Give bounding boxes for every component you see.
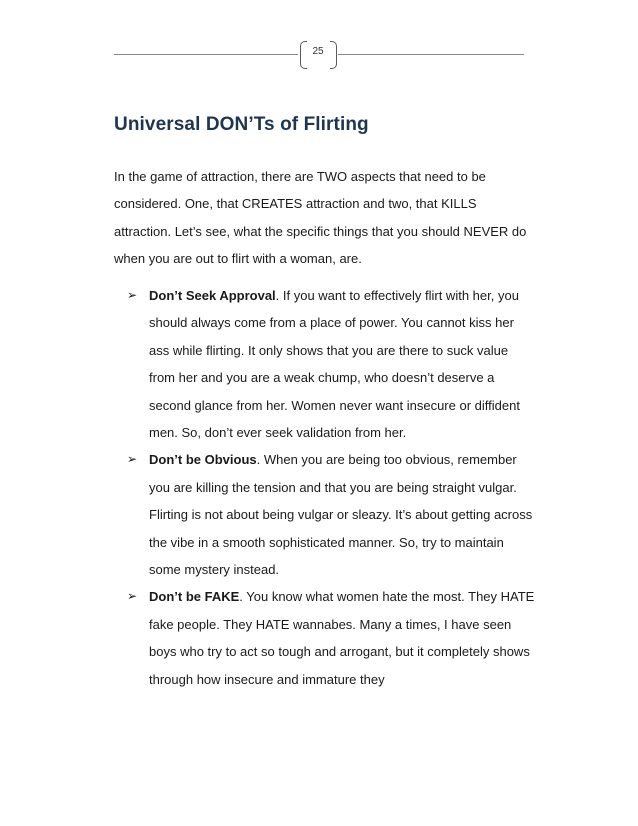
page-number: 25	[312, 46, 324, 57]
arrow-bullet-icon: ➢	[127, 452, 138, 467]
bullet-text: . If you want to effectively flirt with her, you should always come from a place of power. You cannot kiss her ass while flirting. It only shows that you are there to suck value from her and you are a weak chump, who doesn’t deserve a second glance from her. Women never want insecure or diffident men. So, don’t ever seek validation from her.	[149, 288, 520, 441]
header-rule-right	[338, 54, 524, 55]
header-rule-left	[114, 54, 298, 55]
bullet-title: Don’t Seek Approval	[149, 288, 276, 303]
bullet-title: Don’t be FAKE	[149, 589, 240, 605]
bullet-text: . You know what women hate the most. They HATE fake people. They HATE wannabes. Many a times, I have seen boys who try to act so tough and arrogant, but it completely shows through how insecure and immature they	[149, 589, 535, 687]
arrow-bullet-icon: ➢	[127, 288, 138, 302]
bullet-list	[127, 282, 537, 693]
page-header	[114, 40, 524, 70]
section-heading: Universal DON’Ts of Flirting	[114, 114, 369, 135]
bullet-title: Don’t be Obvious	[149, 452, 257, 468]
intro-paragraph: In the game of attraction, there are TWO aspects that need to be considered. One, that CREATES attraction and two, that KILLS attraction. Let’s see, what the specific things that you should NEVER do when you are out to flirt with a woman, are.	[114, 169, 527, 267]
arrow-bullet-icon: ➢	[127, 589, 138, 604]
bullet-item-fake	[127, 583, 537, 693]
bullet-item-approval	[127, 282, 537, 446]
bullet-text: . When you are being too obvious, remember you are killing the tension and that you are being straight vulgar. Flirting is not about being vulgar or sleazy. It’s about getting across the vibe in a smooth sophisticated manner. So, try to maintain some mystery instead.	[149, 452, 533, 578]
bullet-item-obvious	[127, 446, 537, 583]
page-number-bracket-right	[330, 41, 337, 69]
